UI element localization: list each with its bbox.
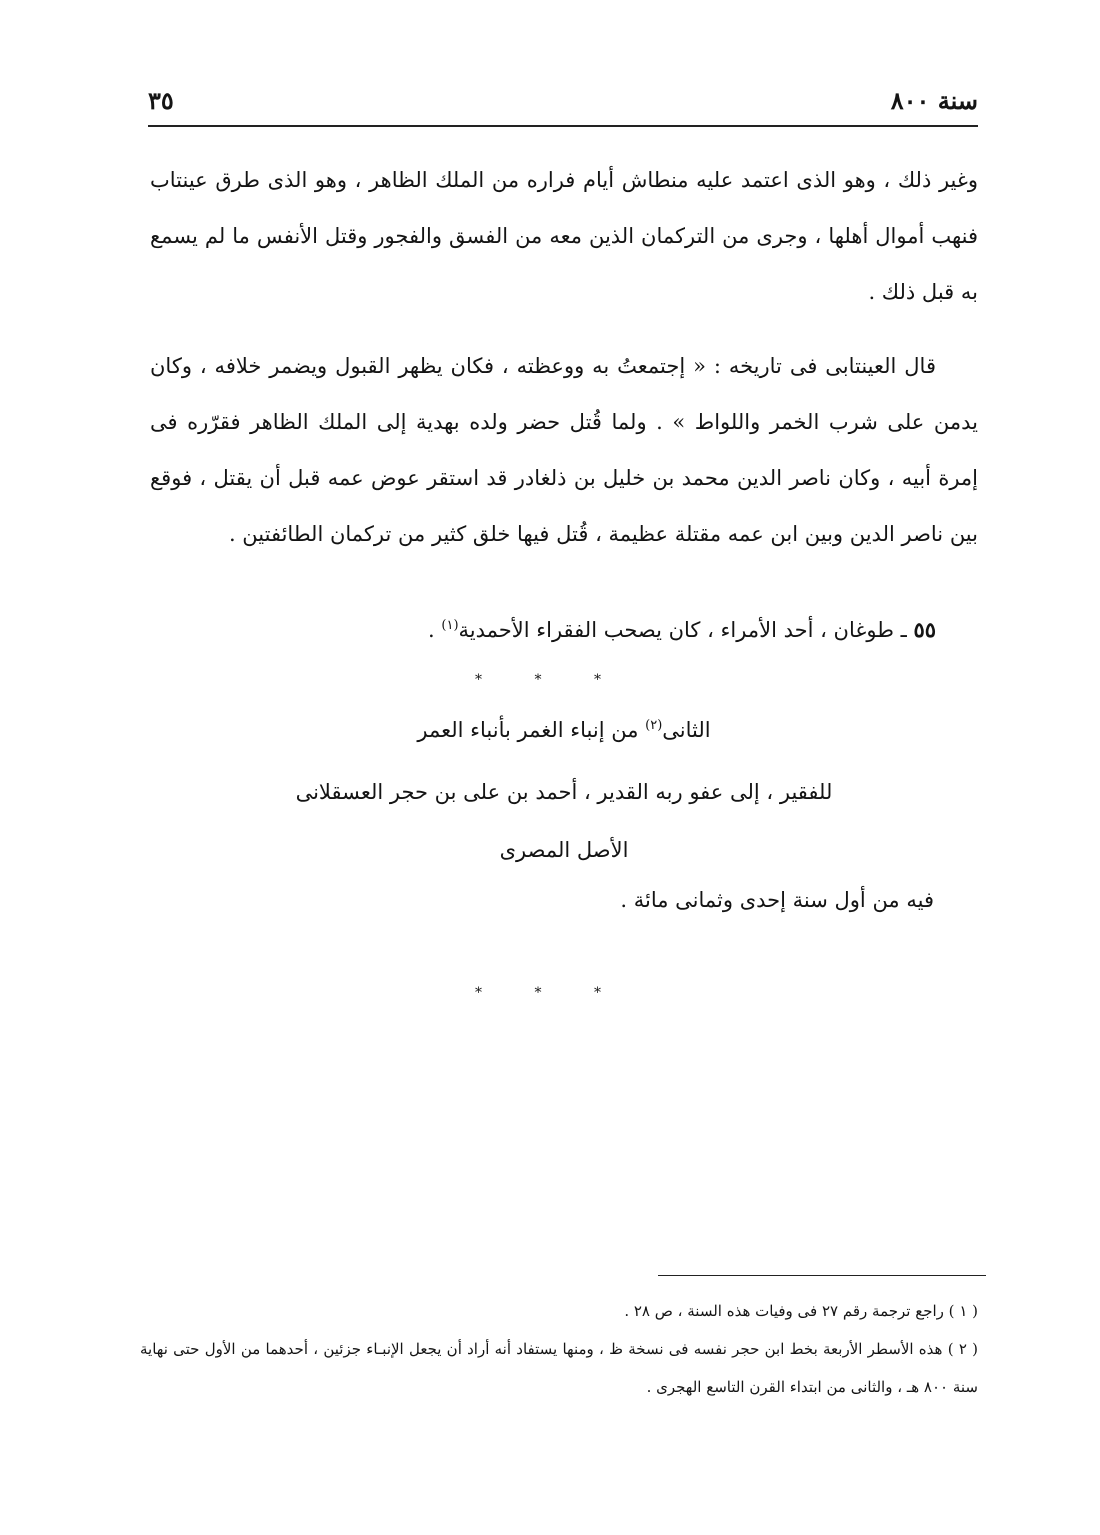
- entry-end: .: [428, 618, 442, 642]
- section-title-line-3: الأصل المصرى: [499, 838, 629, 862]
- section-title-part-b: من إنباء الغمر بأنباء العمر: [417, 718, 646, 742]
- footnote-2: ( ٢ ) هذه الأسطر الأربعة بخط ابن حجر نفسه فى نسخة ظ ، ومنها يستفاد أنه أراد أن يجعل الإنبـاء جزئين ، أحدهما من الأول حتى نهاية سنة ٨٠٠ هـ ، والثانى من ابتداء القرن التاسع الهجرى .: [140, 1340, 978, 1396]
- header-rule: [148, 125, 978, 127]
- section-title-line-2: للفقير ، إلى عفو ربه القدير ، أحمد بن على بن حجر العسقلانى: [295, 780, 833, 804]
- footnotes: [140, 1292, 978, 1406]
- separator-stars-end: * * *: [475, 985, 625, 1001]
- footnote-ref-2: (٢): [645, 718, 663, 733]
- page-header: [148, 80, 978, 126]
- entry-number: ٥٥: [913, 617, 936, 642]
- section-title-line-1: [150, 702, 978, 758]
- section-contents-line: فيه من أول سنة إحدى وثمانى مائة .: [620, 888, 934, 912]
- page-number: ٣٥: [148, 86, 174, 115]
- paragraph-2: قال العينتابى فى تاريخه : « إجتمعتُ به ووعظته ، فكان يظهر القبول ويضمر خلافه ، وكان يدمن على شرب الخمر واللواط » . ولما قُتل حضر ولده بهدية إلى الملك الظاهر فقرّره فى إمرة أبيه ، وكان ناصر الدين محمد بن خليل بن ذلغادر قد استقر عوض عمه قبل أن يقتل ، فوقع بين ناصر الدين وبين ابن عمه مقتلة عظيمة ، قُتل فيها خلق كثير من تركمان الطائفتين .: [150, 354, 978, 546]
- separator-stars: * * *: [475, 672, 625, 688]
- running-title: سنة ٨٠٠: [890, 86, 978, 115]
- footnote-rule: [658, 1275, 986, 1276]
- entry-text: ـ طوغان ، أحد الأمراء ، كان يصحب الفقراء الأحمدية: [458, 618, 907, 642]
- paragraph-1: وغير ذلك ، وهو الذى اعتمد عليه منطاش أيام فراره من الملك الظاهر ، وهو الذى طرق عينتاب فنهب أموال أهلها ، وجرى من التركمان الذين معه من الفسق والفجور وقتل الأنفس ما لم يسمع به قبل ذلك .: [150, 168, 978, 304]
- section-title-part-a: الثانى: [662, 718, 711, 742]
- main-text: [150, 152, 978, 580]
- footnote-ref-1: (١): [441, 618, 459, 633]
- footnote-1: ( ١ ) راجع ترجمة رقم ٢٧ فى وفيات هذه السنة ، ص ٢٨ .: [624, 1302, 978, 1320]
- entry-55: [150, 602, 978, 658]
